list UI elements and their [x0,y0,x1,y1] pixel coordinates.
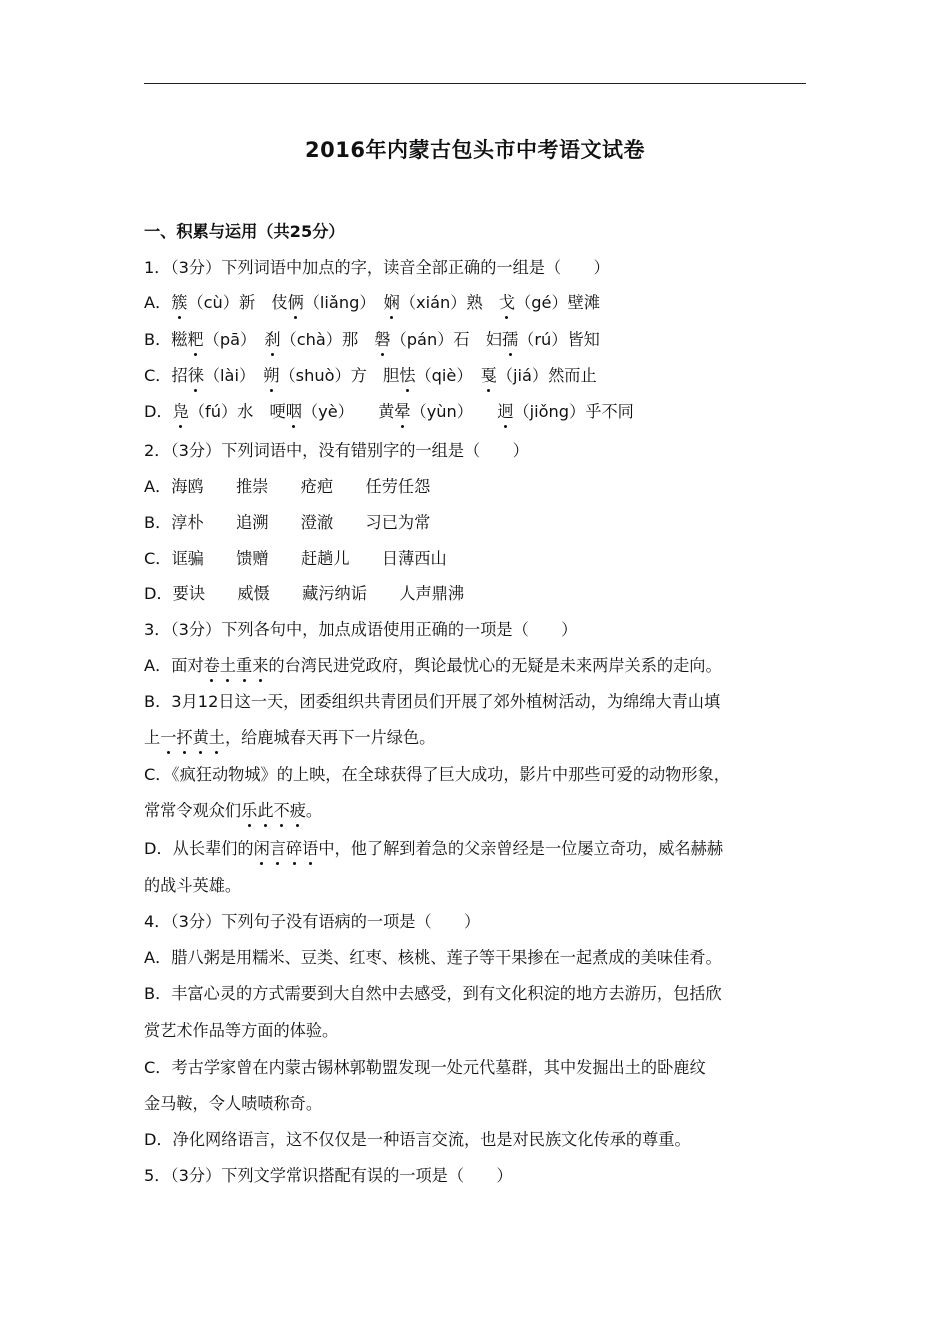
exam-line [144,365,597,387]
exam-line [144,800,322,822]
emphasis-char: 迥 [497,402,514,421]
exam-line [144,401,634,423]
line-text: （xián）熟 [399,293,499,312]
emphasis-char: 碎 [285,839,303,858]
emphasis-char: 卷 [203,656,220,675]
line-text: 3．（3分）下列各句中，加点成语使用正确的一项是（ ） [144,620,578,639]
exam-line [144,1020,338,1042]
emphasis-char: 土 [208,728,225,747]
exam-line [144,583,464,605]
emphasis-char: 来 [252,656,269,675]
line-text: C．考古学家曾在内蒙古锡林郭勒盟发现一处元代墓群，其中发掘出土的卧鹿纹 [144,1058,706,1077]
exam-line [144,655,722,677]
emphasis-char: 闲 [253,839,270,858]
line-text: C．《疯狂动物城》的上映，在全球获得了巨大成功，影片中那些可爱的动物形象， [144,765,730,784]
emphasis-char: 刹 [264,330,281,349]
exam-line [144,512,430,534]
emphasis-char: 粑 [187,330,204,349]
exam-line [144,911,480,933]
line-text: C．诓骗 馈赠 赶趟儿 日薄西山 [144,549,447,568]
emphasis-char: 一 [160,728,177,747]
exam-line [144,691,720,713]
line-text: D．要诀 威慑 藏污纳诟 人声鼎沸 [144,584,465,603]
line-text: D．净化网络语言，这不仅仅是一种语言交流，也是对民族文化传承的尊重。 [144,1130,691,1149]
page-title: 2016年内蒙古包头市中考语文试卷 [305,138,645,162]
line-text: B．糍 [144,330,188,349]
emphasis-char: 言 [269,839,286,858]
exam-line [144,1129,691,1151]
emphasis-char: 磐 [374,330,391,349]
emphasis-char: 抔 [176,728,193,747]
exam-line [144,548,447,570]
emphasis-char: 戈 [498,293,516,312]
emphasis-char: 疲 [289,801,306,820]
line-text: （lài） [203,366,264,385]
line-text: 。 [305,801,323,820]
exam-line [144,1057,706,1079]
header-rule [144,83,806,84]
line-text: 1．（3分）下列词语中加点的字，读音全部正确的一组是（ ） [144,258,610,277]
line-text: 2．（3分）下列词语中，没有错别字的一组是（ ） [144,441,529,460]
line-text: C．招 [144,366,188,385]
emphasis-char: 徕 [187,366,204,385]
line-text: 的台湾民进党政府，舆论最忧心的无疑是未来两岸关系的走向。 [268,656,722,675]
exam-line [144,983,722,1005]
emphasis-char: 土 [219,656,237,675]
emphasis-char: 孺 [501,330,519,349]
line-text: （yè） 黄 [301,402,395,421]
emphasis-char: 娴 [383,293,400,312]
line-text: （jiá）然而止 [496,366,597,385]
line-text: 金马鞍，令人啧啧称奇。 [144,1094,323,1113]
emphasis-char: 戛 [480,366,497,385]
emphasis-char: 怯 [399,366,416,385]
line-text: 中，他了解到着急的父亲曾经是一位屡立奇功，威名赫赫 [318,839,724,858]
exam-line [144,947,722,969]
line-text: （chà）那 [280,330,375,349]
line-text: （cù）新 伎 [187,293,288,312]
line-text: （rú）皆知 [518,330,600,349]
line-text: 赏艺术作品等方面的体验。 [144,1021,339,1040]
exam-line [144,329,600,351]
line-text: ，给鹿城春天再下一片绿色。 [224,728,436,747]
line-text: （jiǒng）乎不同 [513,402,634,421]
emphasis-char: 此 [257,801,274,820]
exam-line [144,292,600,314]
exam-line [144,875,241,897]
line-text: D． [144,402,173,421]
emphasis-char: 语 [302,839,319,858]
line-text: B．3月12日这一天，团委组织共青团员们开展了郊外植树活动，为绵绵大青山填 [144,692,721,711]
exam-line [144,619,577,641]
line-text: （pā） [203,330,265,349]
line-text: 常常令观众们 [144,801,242,820]
emphasis-char: 黄 [192,728,209,747]
line-text: （fú）水 哽 [188,402,286,421]
line-text: A．海鸥 推崇 疮疤 任劳任怨 [144,477,431,496]
line-text: 5．（3分）下列文学常识搭配有误的一项是（ ） [144,1166,513,1185]
section-heading: 一、积累与运用（共25分） [144,222,345,241]
line-text: A．腊八粥是用糯米、豆类、红枣、核桃、莲子等干果掺在一起煮成的美味佳肴。 [144,948,722,967]
exam-line [144,764,730,786]
emphasis-char: 不 [273,801,290,820]
emphasis-char: 朔 [263,366,280,385]
line-text: 4．（3分）下列句子没有语病的一项是（ ） [144,912,481,931]
line-text: 上 [144,728,161,747]
line-text: B．丰富心灵的方式需要到大自然中去感受，到有文化积淀的地方去游历，包括欣 [144,984,722,1003]
line-text: （pán）石 妇 [390,330,502,349]
exam-line [144,257,610,279]
emphasis-char: 簇 [171,293,188,312]
emphasis-char: 重 [236,656,253,675]
line-text: A．面对 [144,656,204,675]
emphasis-char: 凫 [172,402,189,421]
line-text: （gé）壁滩 [515,293,601,312]
line-text: 的战斗英雄。 [144,876,242,895]
line-text: （yùn） [410,402,498,421]
line-text: D．从长辈们的 [144,839,254,858]
line-text: B．淳朴 追溯 澄澈 习已为常 [144,513,431,532]
emphasis-char: 乐 [241,801,258,820]
line-text: （qiè） [415,366,481,385]
emphasis-char: 咽 [285,402,302,421]
line-text: A． [144,293,172,312]
exam-line [144,1165,513,1187]
exam-line [144,727,435,749]
emphasis-char: 晕 [394,402,411,421]
exam-line [144,838,723,860]
line-text: （shuò）方 胆 [279,366,400,385]
exam-line [144,1093,322,1115]
emphasis-char: 俩 [287,293,304,312]
exam-line [144,476,430,498]
exam-line [144,440,529,462]
line-text: （liǎng） [303,293,384,312]
